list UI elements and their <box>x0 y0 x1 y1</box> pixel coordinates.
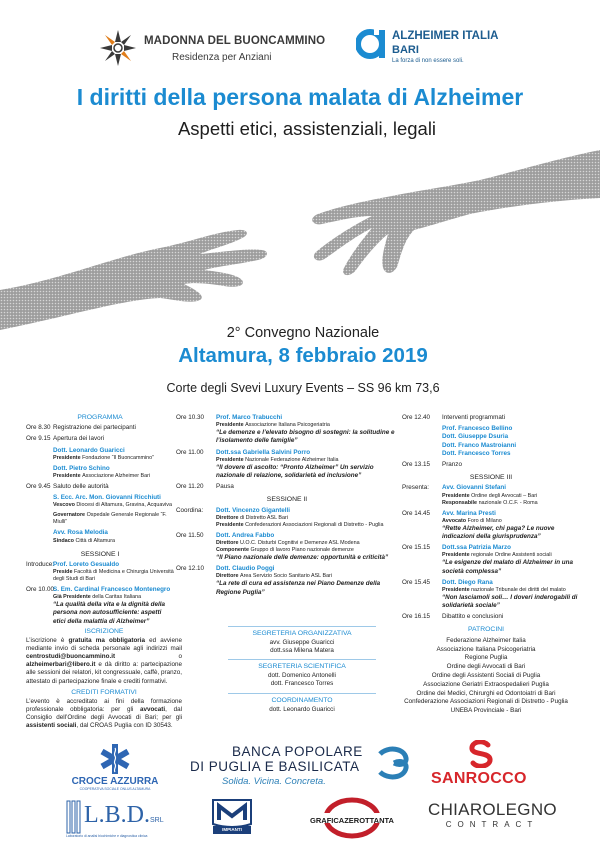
org-left-tagline: Residenza per Anziani <box>172 52 272 63</box>
program-time <box>26 447 53 462</box>
iscrizione-header: ISCRIZIONE <box>84 628 124 635</box>
programma-column-3 <box>402 414 580 625</box>
row-gap <box>176 491 398 494</box>
role-title: Presidente <box>216 456 246 463</box>
page-title: I diritti della persona malata di Alzheimer <box>76 84 524 110</box>
speaker-name: Prof. Marco Trabucchi <box>216 414 283 421</box>
program-time: Ore 10.00 <box>26 586 55 594</box>
role-desc: della Caritas Italiana <box>92 594 142 601</box>
lbd-columns-icon <box>66 799 82 835</box>
org-right-motto: La forza di non essere soli. <box>392 58 464 64</box>
program-time: Ore 9.45 <box>26 483 51 491</box>
role-title: Presidente <box>216 422 246 429</box>
program-row <box>402 425 580 458</box>
program-time: Ore 11.50 <box>176 531 204 539</box>
speaker-role <box>442 518 580 525</box>
program-content <box>53 512 174 526</box>
patrocinio-item: Ordine dei Medici, Chirurghi ed Odontoiatri di Bari <box>416 689 556 697</box>
sponsor-sanrocco <box>430 740 540 788</box>
speaker-role <box>53 512 174 526</box>
role-title: Sindaco <box>53 537 76 544</box>
sessione-3-header: SESSIONE III <box>469 474 513 482</box>
program-row <box>26 483 174 491</box>
speaker-role <box>53 594 174 601</box>
speaker-name: Dott. Diego Rana <box>442 578 493 586</box>
program-content <box>216 414 398 446</box>
role-title: Direttore <box>216 514 240 521</box>
patrocinio-item: Federazione Alzheimer Italia <box>446 636 526 644</box>
speaker-role <box>216 522 398 529</box>
role-title: Direttore <box>216 540 240 547</box>
speaker-role <box>442 500 580 507</box>
program-row <box>402 461 580 469</box>
program-text: Pranzo <box>442 461 462 469</box>
role-desc: di Distretto ASL Bari <box>239 514 289 521</box>
program-time: Introduce: <box>26 560 55 568</box>
speaker-name: Prof. Loreto Gesualdo <box>53 560 120 568</box>
programma-column-2 <box>176 414 398 600</box>
role-title: Presidente <box>442 587 472 594</box>
role-desc: Fondazione “Il Buoncammino” <box>82 454 154 461</box>
program-row <box>26 494 174 509</box>
iscrizione-strong: gratuita ma obbligatoria <box>68 637 146 645</box>
program-row <box>26 512 174 526</box>
speaker-role <box>53 538 174 545</box>
program-content <box>442 579 580 611</box>
sponsor-croce-azzurra <box>70 742 160 791</box>
speaker-name: Dott. Pietro Schino <box>53 464 110 472</box>
star-of-life-icon <box>100 742 130 776</box>
crediti-p3: , dal CROAS Puglia con ID 30543. <box>76 722 173 730</box>
sponsor-graficazerottanta <box>300 796 404 840</box>
role-desc: Diocesi di Altamura, Gravina, Acquaviva <box>76 502 172 509</box>
role-desc: Facoltà di Medicina e Chirurgia Università degli Studi di Bari <box>53 569 174 583</box>
lbd-tagline: Laboratorio di analisi biochimiche e diagnostica clinica <box>66 834 148 838</box>
role-title: Già Presidente <box>53 594 93 601</box>
org-right-name: ALZHEIMER ITALIA <box>392 30 499 42</box>
segreteria-sci-name-1: dott. Domenico Antonelli <box>268 672 336 680</box>
speaker-name: Dott. Francesco Torres <box>442 449 511 457</box>
patrocini-header: PATROCINI <box>468 626 504 633</box>
program-content <box>442 461 580 469</box>
event-venue: Corte degli Svevi Luxury Events – SS 96 km 73,6 <box>166 381 440 395</box>
speaker-name: Dott. Claudio Poggi <box>216 565 275 573</box>
crediti-p2: , dal Consiglio dell’Ordine degli Avvocati di Bari; per gli <box>26 705 182 721</box>
program-text: Apertura dei lavori <box>53 435 105 443</box>
patrocini-list <box>386 637 586 716</box>
programma-rows-3 <box>402 414 580 472</box>
speaker-name: Dott. Andrea Fabbo <box>216 531 275 539</box>
programma-column-1 <box>26 414 174 629</box>
talk-title: “Rette Alzheimer, chi paga? Le nuove indicazioni della giurisprudenza” <box>442 524 555 541</box>
crediti-s1: avvocati <box>139 705 166 713</box>
program-time: Coordina: <box>176 506 204 514</box>
role-desc: Confederazioni Associazioni Regionali di Distretto - Puglia <box>245 521 384 528</box>
crediti-s2: assistenti sociali <box>26 722 77 730</box>
page-subtitle: Aspetti etici, assistenziali, legali <box>177 118 437 139</box>
program-time: Ore 8.30 <box>26 424 51 432</box>
speaker-role <box>442 493 580 500</box>
program-time: Ore 11.20 <box>176 483 204 491</box>
program-text: Dibattito e conclusioni <box>442 613 504 621</box>
lbd-suffix: SRL <box>150 817 164 824</box>
role-title: Presidente <box>216 521 246 528</box>
role-desc: Città di Altamura <box>75 537 116 544</box>
program-row <box>26 465 174 480</box>
crediti-text <box>26 698 182 730</box>
convegno-label: 2° Convegno Nazionale <box>226 325 380 341</box>
iscrizione-section <box>26 626 182 730</box>
speaker-name: Dott. Leonardo Guaricci <box>53 446 125 454</box>
program-content <box>53 494 174 509</box>
program-content <box>53 529 174 544</box>
role-desc: Ordine degli Avvocati – Bari <box>471 492 538 499</box>
program-content <box>53 424 174 432</box>
talk-title: “La rete di cura ed assistenza nei Piano Demenze della Regione Puglia” <box>216 580 381 596</box>
lbd-name <box>84 802 164 829</box>
sanrocco-s-icon <box>468 740 494 768</box>
row-gap <box>26 545 174 548</box>
banca-swirl-icon <box>376 746 410 780</box>
banca-slogan: Solida. Vicina. Concreta. <box>222 776 326 787</box>
sponsor-chiarolegno <box>428 798 568 838</box>
program-row <box>176 532 398 562</box>
program-text: Registrazione dei partecipanti <box>53 424 136 432</box>
event-place-date: Altamura, 8 febbraio 2019 <box>178 344 428 367</box>
banca-line-1: BANCA POPOLARE <box>232 744 363 759</box>
program-time: Ore 11.00 <box>176 448 204 456</box>
iscrizione-rest: e dà diritto a: partecipazione alle sessioni dei relatori, kit congressuale, caffè, pranzo, attestato di partecipazione finale e crediti formativi. <box>26 661 182 685</box>
talk-title: “Le demenze e l’elevato bisogno di sostegni: la solitudine e l’isolamento delle famiglie” <box>216 429 395 445</box>
role-desc: U.O.C. Disturbi Cognitivi e Demenze ASL Modena <box>239 540 360 547</box>
row-gap <box>402 469 580 472</box>
program-row <box>26 447 174 462</box>
program-time: Ore 12.40 <box>402 414 431 421</box>
speaker-role <box>53 455 174 462</box>
programma-rows-2b <box>176 507 398 600</box>
talk-title: “Le esigenze del malato di Alzheimer in una società complessa” <box>442 559 573 575</box>
speaker-role <box>216 573 398 580</box>
speaker-role <box>216 422 398 429</box>
sponsor-banca-popolare <box>190 744 406 787</box>
row-gap <box>176 597 398 600</box>
speaker-role <box>216 540 398 547</box>
role-desc: nazionale Tribunale dei diritti del malato <box>471 587 566 594</box>
program-time <box>26 529 53 544</box>
program-time: Ore 12.10 <box>176 565 205 573</box>
programma-rows-1b <box>26 561 174 629</box>
chiarolegno-contract: CONTRACT <box>445 820 539 829</box>
role-desc: Gruppo di lavoro Piano nazionale demenze <box>250 547 354 554</box>
program-time: Ore 14.45 <box>402 509 431 517</box>
programma-rows-3b <box>402 484 580 624</box>
coordinamento-name-1: dott. Leonardo Guaricci <box>269 705 335 713</box>
programma-header: PROGRAMMA <box>77 414 123 421</box>
divider <box>228 626 376 627</box>
banca-line-2: DI PUGLIA E BASILICATA <box>190 759 360 774</box>
program-content <box>442 510 580 542</box>
speaker-role <box>53 502 174 509</box>
sponsor-lbd <box>66 797 186 843</box>
patrocinio-item: Associazione Italiana Psicogeriatria <box>436 645 536 653</box>
speaker-name: S. Ecc. Arc. Mon. Giovanni Ricchiuti <box>53 494 161 502</box>
program-time: Ore 10.30 <box>176 414 205 421</box>
speaker-role <box>442 587 580 594</box>
row-gap <box>402 622 580 625</box>
speaker-role <box>442 552 580 559</box>
role-title: Presidente <box>53 473 83 480</box>
org-right-city: BARI <box>392 44 419 56</box>
speaker-name: Dott.ssa Gabriella Salvini Porro <box>216 448 311 456</box>
program-content <box>216 449 398 481</box>
speaker-name: Prof. Francesco Bellino <box>442 425 513 433</box>
speaker-role <box>216 515 398 522</box>
program-row <box>402 579 580 611</box>
role-title: Presidente <box>442 492 472 499</box>
program-row <box>26 435 174 443</box>
role-title: Componente <box>216 547 251 554</box>
program-time <box>402 425 442 458</box>
role-title: Presidente <box>442 552 472 559</box>
role-title: Avvocato <box>442 517 468 524</box>
patrocinio-item: Associazione Geriatri Extraospedalieri Puglia <box>423 680 549 688</box>
program-time <box>26 465 53 480</box>
role-title: Governatore <box>53 512 87 519</box>
program-content <box>442 414 580 422</box>
iscrizione-text <box>26 637 182 686</box>
role-desc: Foro di Milano <box>467 517 502 524</box>
role-title: Preside <box>53 569 74 576</box>
program-row <box>402 613 580 621</box>
coordinamento-header: COORDINAMENTO <box>271 696 333 704</box>
program-content <box>442 425 580 458</box>
program-content <box>53 561 174 583</box>
role-title: Vescovo <box>53 502 77 509</box>
program-content <box>53 483 174 491</box>
program-time: Presenta: <box>402 484 429 492</box>
sessione-1-header: SESSIONE I <box>80 550 120 558</box>
speaker-name: Dott.ssa Patrizia Marzo <box>442 544 511 552</box>
program-time: Ore 16.15 <box>402 613 431 621</box>
program-time <box>26 494 53 509</box>
program-row <box>26 529 174 544</box>
program-text: Saluto delle autorità <box>53 483 109 491</box>
talk-title: “Non lasciamoli soli… I doveri inderogabili di solidarietà sociale” <box>442 594 578 610</box>
speaker-name: Dott. Franco Mastroianni <box>442 441 517 449</box>
speaker-name: Avv. Marina Presti <box>442 509 496 517</box>
email-link-alzheimerbari[interactable]: alzheimerbari@libero.it <box>26 661 96 669</box>
speaker-name: Avv. Rosa Melodia <box>53 529 108 537</box>
program-content <box>216 532 398 562</box>
program-content <box>53 586 174 626</box>
role-desc: Ospedale Generale Regionale “F. Miulli” <box>53 512 167 526</box>
program-content <box>53 447 174 462</box>
role-desc: Area Servizio Socio Sanitario ASL Bari <box>239 573 333 580</box>
program-row <box>176 483 398 491</box>
talk-title: “Il dovere di ascolto: “Pronto Alzheimer” Un servizio nazionale di relazione, solidarietà ed inclusione” <box>216 463 374 480</box>
segreteria-sci-name-2: dott. Francesco Torres <box>270 680 334 688</box>
program-content <box>53 465 174 480</box>
program-row <box>26 586 174 626</box>
talk-title: “La qualità della vita e la dignità della persona non autosufficiente: aspetti etici della malattia di Alzheimer” <box>53 601 165 625</box>
sessione-2-header: SESSIONE II <box>266 496 308 504</box>
crediti-header: CREDITI FORMATIVI <box>71 688 137 696</box>
sunburst-icon <box>98 28 138 68</box>
program-row <box>402 484 580 506</box>
program-content <box>216 483 398 491</box>
logo-madonna-buoncammino <box>98 28 326 68</box>
program-row <box>402 414 580 422</box>
program-text: Pausa <box>216 483 234 491</box>
role-desc: Nazionale Federazione Alzheimer Italia <box>245 456 339 463</box>
sponsor-impianti <box>209 796 255 844</box>
patrocinio-item: Regione Puglia <box>464 654 508 662</box>
program-content <box>216 507 398 529</box>
program-content <box>53 435 174 443</box>
role-desc: nazionale O.C.F. - Roma <box>478 499 538 506</box>
email-link-centrostudi[interactable]: centrostudi@buoncammino.it <box>26 653 116 661</box>
impianti-name: IMPIANTI <box>222 827 242 832</box>
croce-azzurra-tagline: COOPERATIVA SOCIALE ONLUS ALTAMURA <box>79 787 151 791</box>
talk-title: “Il Piano nazionale delle demenze: opportunità e criticità” <box>216 554 389 562</box>
speaker-role <box>53 473 174 480</box>
program-row <box>26 561 174 583</box>
iscrizione-and: o <box>115 653 182 661</box>
iscrizione-pre: L’iscrizione è <box>26 637 69 645</box>
org-left-name: MADONNA DEL BUONCAMMINO <box>144 35 326 47</box>
role-desc: Associazione Italiana Psicogeriatria <box>245 422 330 429</box>
program-row <box>402 544 580 576</box>
program-time: Ore 9.15 <box>26 435 51 443</box>
speaker-name: Dott. Giuseppe Dsuria <box>442 433 509 441</box>
patrocinio-item: Confederazione Associazioni Regionali di Distretto - Puglia <box>404 698 568 706</box>
role-title: Responsabile <box>442 499 479 506</box>
iscrizione-post: ed avviene mediante invio di scheda personale agli indirizzi mail <box>26 637 182 653</box>
speaker-name: Avv. Giovanni Stefani <box>442 484 507 492</box>
speaker-name: S. Em. Cardinal Francesco Montenegro <box>53 586 171 594</box>
program-content <box>442 484 580 506</box>
chiarolegno-name: CHIAROLEGNO <box>428 800 557 819</box>
program-content <box>442 544 580 576</box>
patrocinio-item: Ordine degli Avvocati di Bari <box>446 663 526 671</box>
program-row <box>176 414 398 446</box>
speaker-name: Dott. Vincenzo Gigantelli <box>216 506 291 514</box>
role-title: Presidente <box>53 454 83 461</box>
sanrocco-name: SANROCCO <box>431 770 527 787</box>
program-row <box>176 507 398 529</box>
segreterie-section <box>222 626 382 714</box>
reaching-hands-illustration <box>0 140 600 345</box>
role-desc: Associazione Alzheimer Bari <box>82 473 151 480</box>
croce-azzurra-name: CROCE AZZURRA <box>71 776 159 787</box>
segreteria-org-name-1: avv. Giuseppe Guaricci <box>269 639 335 647</box>
lbd-name-text: L.B.D. <box>84 802 150 828</box>
program-time: Ore 15.15 <box>402 544 431 552</box>
program-row <box>26 424 174 432</box>
graficazerottanta-name: GRAFICAZEROTTANTA <box>310 816 394 825</box>
programma-rows-1 <box>26 424 174 547</box>
crediti-p1: L’evento è accreditato ai fini della formazione professionale obbligatoria: per gli <box>26 697 182 713</box>
segreteria-scientifica-header: SEGRETERIA SCIENTIFICA <box>258 663 346 671</box>
speaker-role <box>216 547 398 554</box>
speaker-role <box>216 457 398 464</box>
role-title: Direttore <box>216 573 240 580</box>
program-row <box>402 510 580 542</box>
program-content <box>216 565 398 597</box>
alzheimer-italia-icon <box>356 27 388 61</box>
program-row <box>176 449 398 481</box>
divider <box>228 659 376 660</box>
segreteria-org-name-2: dott.ssa Milena Matera <box>270 647 334 655</box>
patrocinio-item: UNEBA Provinciale - Bari <box>450 707 522 715</box>
speaker-role <box>53 569 174 583</box>
logo-alzheimer-italia-bari <box>356 27 516 67</box>
program-content <box>442 613 580 621</box>
program-time: Ore 15.45 <box>402 578 431 586</box>
patrocini-section <box>386 626 586 716</box>
divider <box>228 693 376 694</box>
patrocinio-item: Ordine degli Assistenti Sociali di Puglia <box>431 671 541 679</box>
segreteria-organizzativa-header: SEGRETERIA ORGANIZZATIVA <box>252 630 352 637</box>
programma-rows-2 <box>176 414 398 494</box>
program-text: Interventi programmati <box>442 414 505 421</box>
role-desc: regionale Ordine Assistenti sociali <box>471 552 552 559</box>
program-time <box>26 512 53 526</box>
program-row <box>176 565 398 597</box>
program-time: Ore 13.15 <box>402 461 431 469</box>
